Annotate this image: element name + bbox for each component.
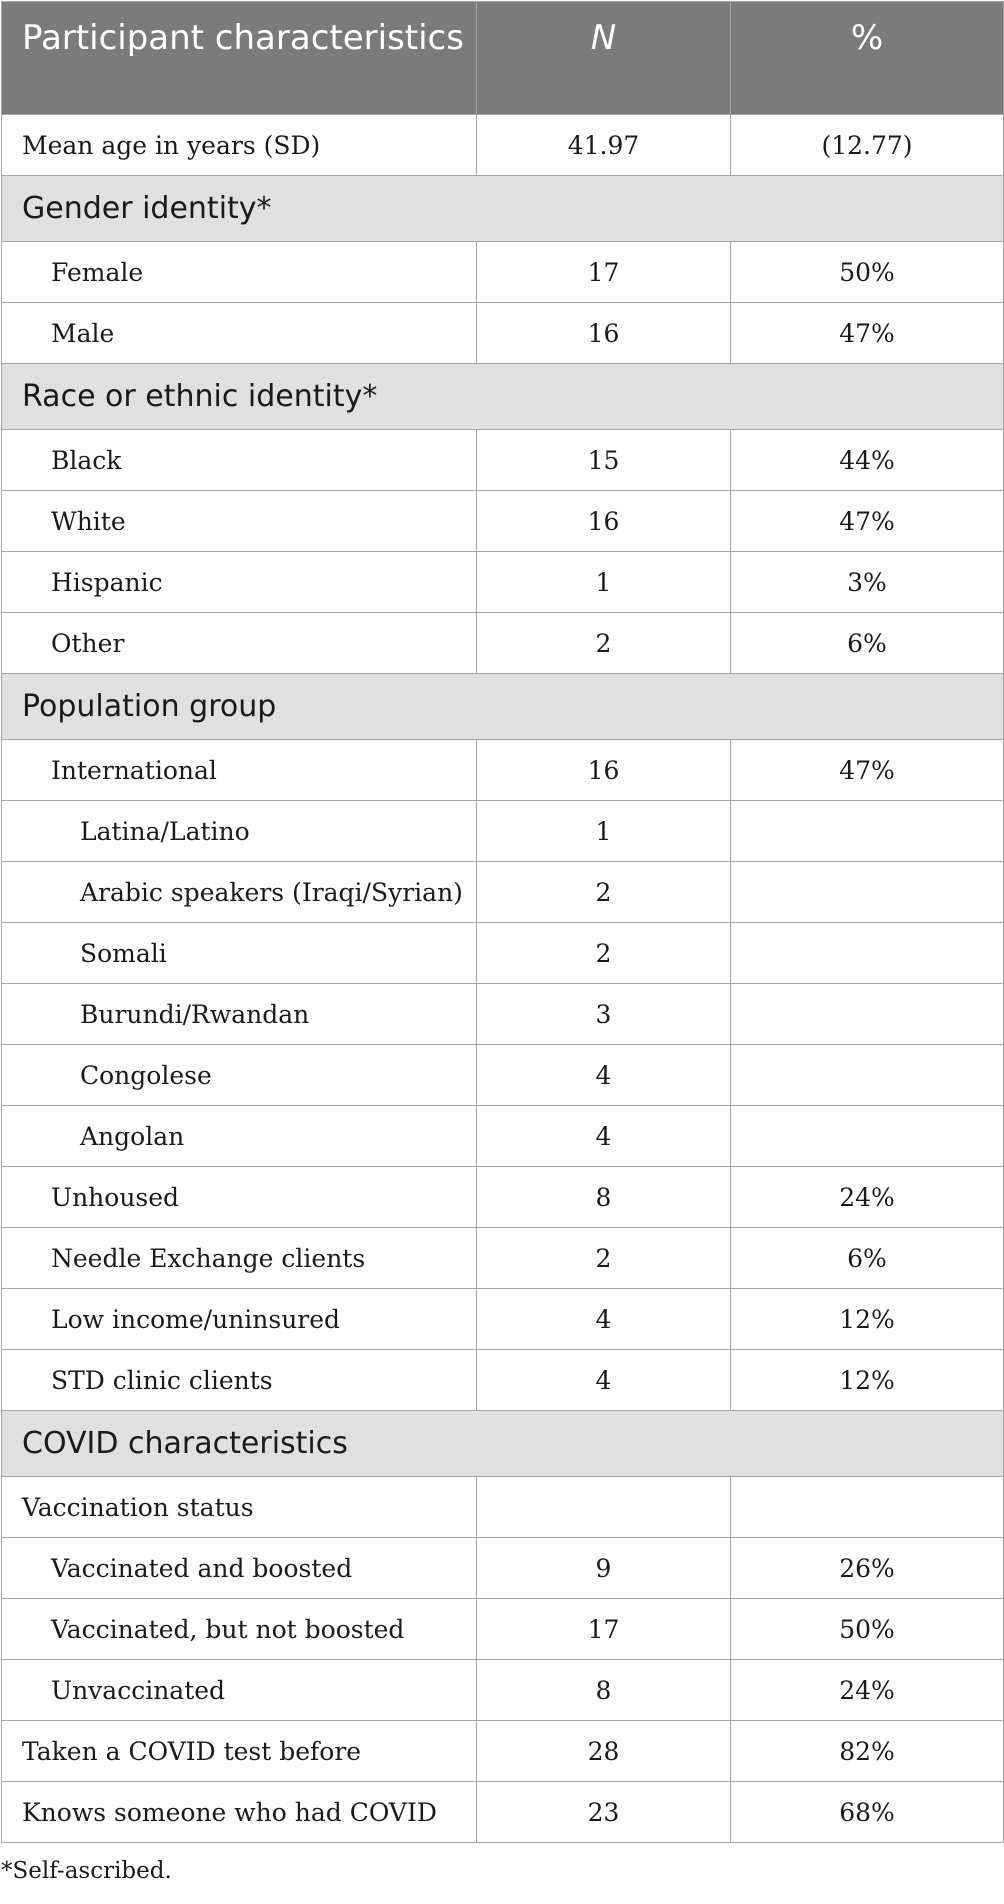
table-row — [2, 1538, 1004, 1599]
section-label: Race or ethnic identity* — [2, 364, 1004, 430]
table-row — [2, 1289, 1004, 1350]
row-n-value: 2 — [477, 1228, 731, 1289]
table-body — [2, 115, 1004, 1843]
row-label: Black — [2, 430, 477, 491]
row-label: Mean age in years (SD) — [2, 115, 477, 176]
row-label: Vaccination status — [2, 1477, 477, 1538]
row-percent-value — [731, 862, 1004, 923]
table-row — [2, 1045, 1004, 1106]
row-n-value: 1 — [477, 801, 731, 862]
row-percent-value: 6% — [731, 1228, 1004, 1289]
row-percent-value: 12% — [731, 1289, 1004, 1350]
row-percent-value: 44% — [731, 430, 1004, 491]
table-row — [2, 923, 1004, 984]
section-label: Population group — [2, 674, 1004, 740]
section-header-row — [2, 176, 1004, 242]
row-percent-value: 47% — [731, 491, 1004, 552]
row-n-value: 1 — [477, 552, 731, 613]
table-row — [2, 1721, 1004, 1782]
row-percent-value — [731, 1045, 1004, 1106]
row-percent-value: 26% — [731, 1538, 1004, 1599]
table-row — [2, 552, 1004, 613]
row-percent-value — [731, 1477, 1004, 1538]
table-row — [2, 430, 1004, 491]
row-percent-value: 68% — [731, 1782, 1004, 1843]
row-label: Arabic speakers (Iraqi/Syrian) — [2, 862, 477, 923]
row-percent-value: 12% — [731, 1350, 1004, 1411]
row-label: Unvaccinated — [2, 1660, 477, 1721]
row-percent-value: 6% — [731, 613, 1004, 674]
table-row — [2, 242, 1004, 303]
row-n-value: 23 — [477, 1782, 731, 1843]
table-row — [2, 1228, 1004, 1289]
section-header-row — [2, 674, 1004, 740]
section-header-row — [2, 1411, 1004, 1477]
row-n-value: 16 — [477, 740, 731, 801]
table-row — [2, 1106, 1004, 1167]
row-n-value: 9 — [477, 1538, 731, 1599]
row-percent-value — [731, 984, 1004, 1045]
row-label: Other — [2, 613, 477, 674]
row-n-value: 4 — [477, 1106, 731, 1167]
row-label: Vaccinated, but not boosted — [2, 1599, 477, 1660]
table-row — [2, 491, 1004, 552]
table-row — [2, 303, 1004, 364]
row-percent-value — [731, 801, 1004, 862]
table-row — [2, 1350, 1004, 1411]
row-n-value: 2 — [477, 613, 731, 674]
row-n-value: 28 — [477, 1721, 731, 1782]
row-percent-value: 82% — [731, 1721, 1004, 1782]
footnote: *Self-ascribed. — [1, 1858, 172, 1884]
table-row — [2, 1599, 1004, 1660]
row-n-value: 17 — [477, 1599, 731, 1660]
row-percent-value: 47% — [731, 303, 1004, 364]
row-label: International — [2, 740, 477, 801]
table-row — [2, 115, 1004, 176]
header-characteristics: Participant characteristics — [2, 2, 477, 115]
row-n-value: 15 — [477, 430, 731, 491]
row-label: Taken a COVID test before — [2, 1721, 477, 1782]
row-percent-value — [731, 923, 1004, 984]
row-label: STD clinic clients — [2, 1350, 477, 1411]
row-percent-value: 50% — [731, 1599, 1004, 1660]
table-row — [2, 862, 1004, 923]
table-row — [2, 801, 1004, 862]
table-row — [2, 740, 1004, 801]
row-n-value: 3 — [477, 984, 731, 1045]
row-label: Low income/uninsured — [2, 1289, 477, 1350]
row-label: Knows someone who had COVID — [2, 1782, 477, 1843]
table-row — [2, 613, 1004, 674]
row-percent-value: 50% — [731, 242, 1004, 303]
row-label: Latina/Latino — [2, 801, 477, 862]
participant-characteristics-table — [1, 1, 1004, 1843]
table-row — [2, 984, 1004, 1045]
table-row — [2, 1660, 1004, 1721]
row-n-value — [477, 1477, 731, 1538]
row-label: Somali — [2, 923, 477, 984]
row-label: Female — [2, 242, 477, 303]
row-label: Male — [2, 303, 477, 364]
section-label: Gender identity* — [2, 176, 1004, 242]
row-percent-value: 24% — [731, 1660, 1004, 1721]
row-percent-value — [731, 1106, 1004, 1167]
row-label: White — [2, 491, 477, 552]
row-percent-value: 24% — [731, 1167, 1004, 1228]
row-n-value: 4 — [477, 1045, 731, 1106]
row-n-value: 2 — [477, 862, 731, 923]
row-n-value: 8 — [477, 1660, 731, 1721]
row-n-value: 4 — [477, 1350, 731, 1411]
row-label: Needle Exchange clients — [2, 1228, 477, 1289]
section-header-row — [2, 364, 1004, 430]
table-row — [2, 1167, 1004, 1228]
row-n-value: 4 — [477, 1289, 731, 1350]
header-n: N — [477, 2, 731, 115]
row-n-value: 8 — [477, 1167, 731, 1228]
row-n-value: 17 — [477, 242, 731, 303]
row-percent-value: 47% — [731, 740, 1004, 801]
row-label: Hispanic — [2, 552, 477, 613]
row-label: Burundi/Rwandan — [2, 984, 477, 1045]
header-percent: % — [731, 2, 1004, 115]
row-label: Unhoused — [2, 1167, 477, 1228]
section-label: COVID characteristics — [2, 1411, 1004, 1477]
row-label: Angolan — [2, 1106, 477, 1167]
row-n-value: 41.97 — [477, 115, 731, 176]
row-n-value: 2 — [477, 923, 731, 984]
row-percent-value: (12.77) — [731, 115, 1004, 176]
table-row — [2, 1477, 1004, 1538]
row-label: Congolese — [2, 1045, 477, 1106]
row-n-value: 16 — [477, 491, 731, 552]
header-row — [2, 2, 1004, 115]
row-label: Vaccinated and boosted — [2, 1538, 477, 1599]
table-row — [2, 1782, 1004, 1843]
row-percent-value: 3% — [731, 552, 1004, 613]
row-n-value: 16 — [477, 303, 731, 364]
